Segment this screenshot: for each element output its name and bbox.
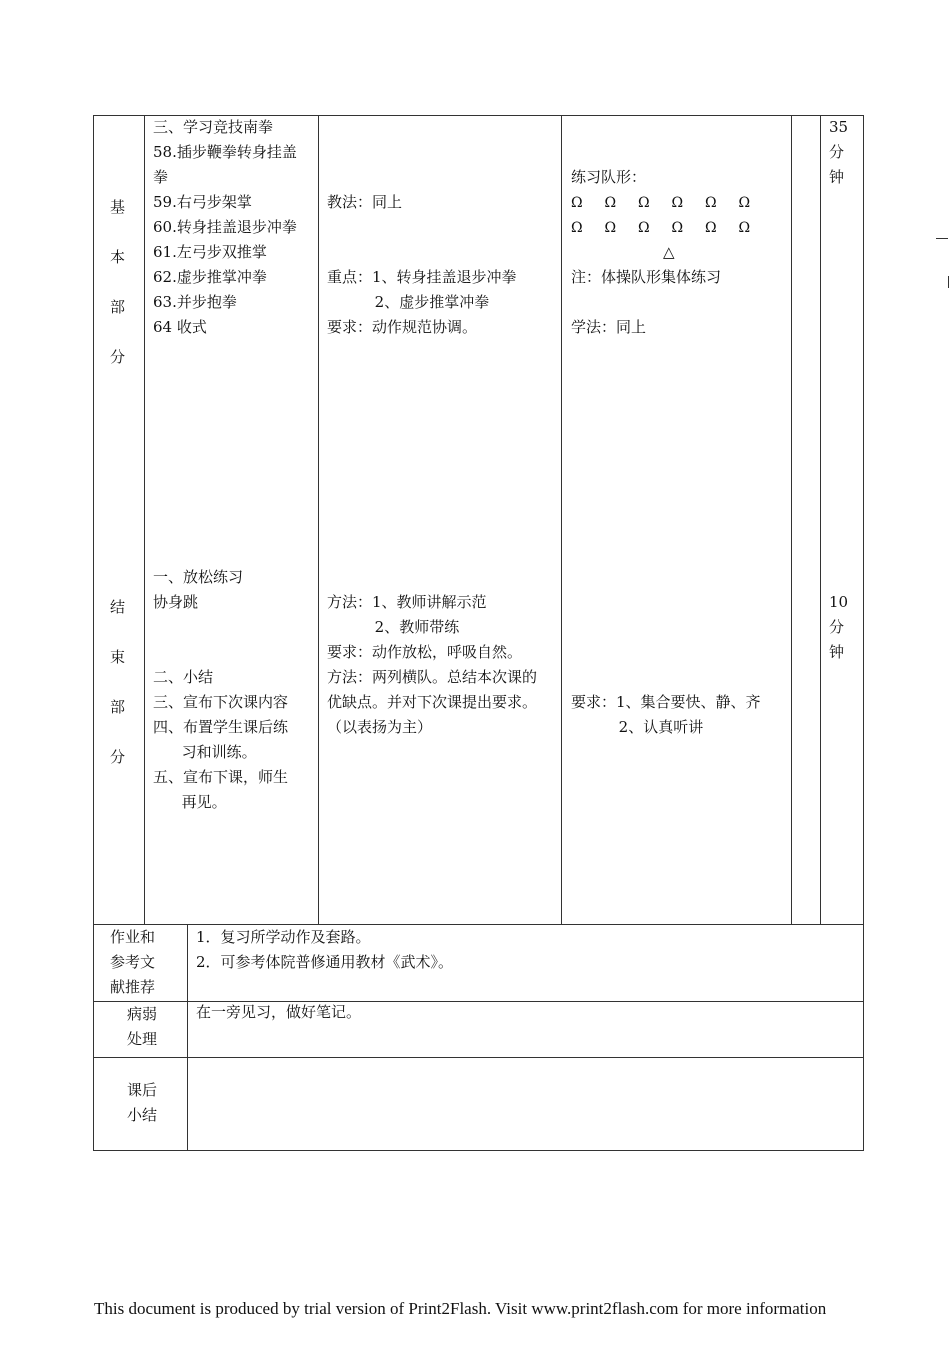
student-symbol: Ω: [671, 194, 684, 211]
section-label-char: 本: [110, 248, 126, 266]
content-line: 协身跳: [153, 593, 199, 611]
student-symbol: Ω: [604, 194, 617, 211]
content-line: 一、放松练习: [153, 568, 244, 586]
student-symbol: Ω: [604, 219, 617, 236]
student-symbol: Ω: [705, 194, 717, 211]
content-line: 64 收式: [153, 318, 207, 336]
content-line: 四、布置学生课后练: [153, 718, 289, 736]
time-unit: 钟: [829, 643, 845, 661]
time-unit: 分: [829, 618, 845, 636]
section-label-char: 部: [110, 698, 126, 716]
teacher-symbol: △: [663, 243, 675, 261]
label-line: 小结: [127, 1106, 158, 1124]
requirement-line: 要求：1、集合要快、静、齐: [571, 693, 761, 711]
section-label-char: 分: [110, 348, 126, 366]
student-symbol: Ω: [738, 194, 751, 211]
formation-row: [571, 215, 772, 240]
section-label-char: 束: [110, 648, 126, 666]
student-symbol: Ω: [638, 194, 650, 211]
content-line: 62.虚步推掌冲拳: [153, 268, 267, 286]
student-symbol: Ω: [571, 219, 583, 236]
content-line: 60.转身挂盖退步冲拳: [153, 218, 297, 236]
content-line: 58.插步鞭拳转身挂盖: [153, 143, 297, 161]
content-line: 61.左弓步双推掌: [153, 243, 267, 261]
content-line: 三、宣布下次课内容: [153, 693, 289, 711]
method-line: 要求：动作规范协调。: [327, 318, 478, 336]
study-method: 学法：同上: [571, 318, 647, 336]
content-line: 五、宣布下课，师生: [153, 768, 289, 786]
label-line: 课后: [127, 1081, 158, 1099]
homework-item: 1．复习所学动作及套路。: [196, 928, 371, 946]
section-label-char: 部: [110, 298, 126, 316]
student-symbol: Ω: [638, 219, 650, 236]
content-line: 再见。: [153, 793, 227, 811]
student-symbol: Ω: [671, 219, 684, 236]
student-symbol: Ω: [705, 219, 717, 236]
method-line: 2、虚步推掌冲拳: [327, 293, 490, 311]
content-line: 拳: [153, 168, 169, 186]
content-line: 二、小结: [153, 668, 214, 686]
section-label-char: 分: [110, 748, 126, 766]
student-symbol: Ω: [571, 194, 583, 211]
sick-text: 在一旁见习，做好笔记。: [196, 1003, 362, 1021]
method-line: 2、教师带练: [327, 618, 460, 636]
formation-title: 练习队形：: [571, 168, 647, 186]
method-line: 方法：1、教师讲解示范: [327, 593, 487, 611]
section-label-char: 基: [110, 198, 126, 216]
time-unit: 分: [829, 143, 845, 161]
method-line: 优缺点。并对下次课提出要求。: [327, 693, 538, 711]
method-line: 要求：动作放松，呼吸自然。: [327, 643, 523, 661]
method-line: （以表扬为主）: [327, 718, 433, 736]
label-line: 作业和: [110, 928, 156, 946]
method-line: 教法：同上: [327, 193, 403, 211]
edge-mark: [948, 276, 949, 288]
formation-diagram: [571, 190, 772, 240]
time-unit: 钟: [829, 168, 845, 186]
time-value: 35: [829, 118, 849, 136]
section-label-char: 结: [110, 598, 126, 616]
content-line: 63.并步抱拳: [153, 293, 237, 311]
label-line: 献推荐: [110, 978, 156, 996]
edge-mark: [936, 238, 948, 239]
label-line: 病弱: [127, 1005, 158, 1023]
homework-item: 2．可参考体院普修通用教材《武术》。: [196, 953, 454, 971]
time-value: 10: [829, 593, 849, 611]
method-line: 重点：1、转身挂盖退步冲拳: [327, 268, 517, 286]
content-line: 习和训练。: [153, 743, 257, 761]
method-line: 方法：两列横队。总结本次课的: [327, 668, 538, 686]
content-line: 三、学习竞技南拳: [153, 118, 274, 136]
label-line: 参考文: [110, 953, 156, 971]
content-line: 59.右弓步架掌: [153, 193, 252, 211]
formation-note: 注：体操队形集体练习: [571, 268, 722, 286]
trial-watermark-footer: This document is produced by trial version of Print2Flash. Visit www.print2flash.com for more information: [94, 1299, 827, 1318]
requirement-line: 2、认真听讲: [571, 718, 704, 736]
label-line: 处理: [127, 1030, 158, 1048]
student-symbol: Ω: [738, 219, 751, 236]
formation-row: [571, 190, 772, 215]
